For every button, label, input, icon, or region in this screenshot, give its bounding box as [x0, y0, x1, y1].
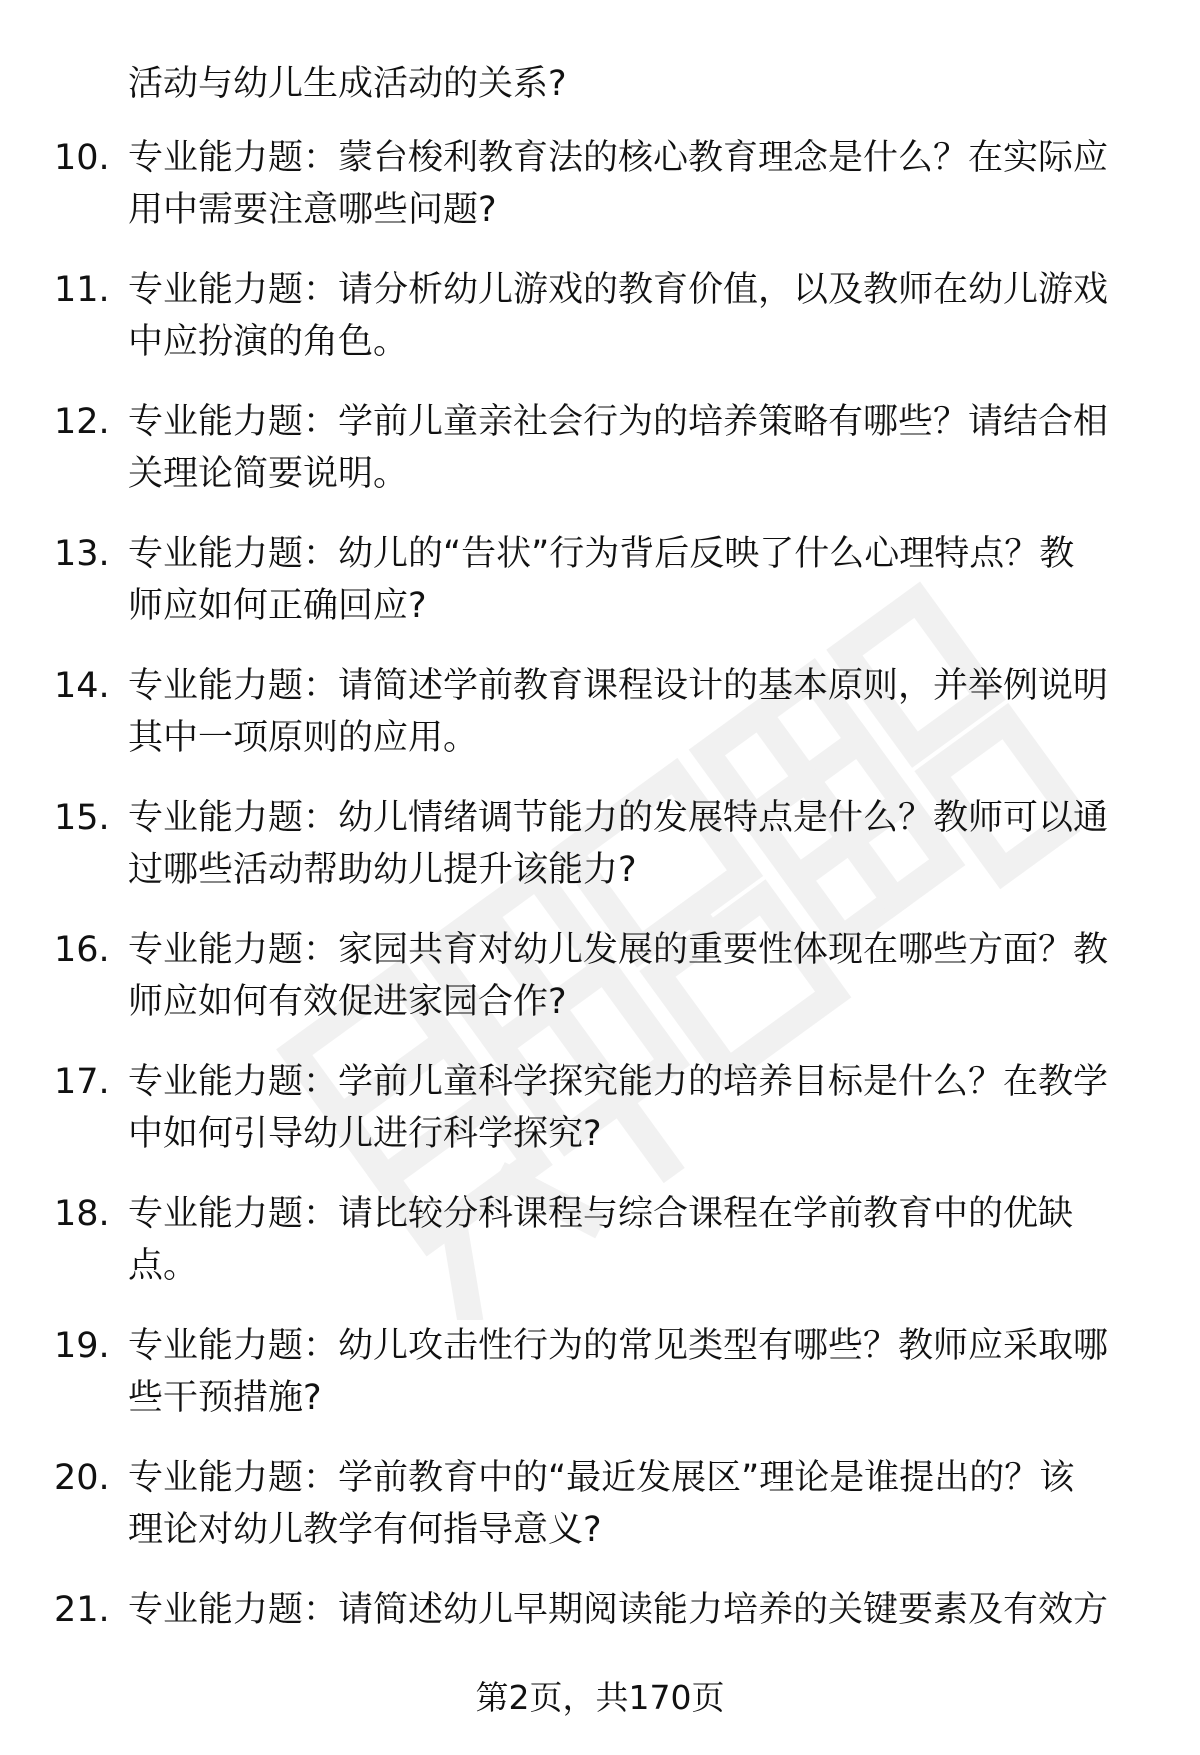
list-item — [0, 792, 1200, 902]
item-text: 专业能力题：学前教育中的“最近发展区”理论是谁提出的？该 理论对幼儿教学有何指导意义? — [128, 1458, 1075, 1550]
list-item — [0, 396, 1200, 506]
item-number: 12. — [54, 402, 110, 442]
item-number: 18. — [54, 1194, 110, 1234]
list-item — [0, 1056, 1200, 1166]
page-footer: 第2页，共170页 — [475, 1678, 725, 1717]
item-text: 专业能力题：请简述幼儿早期阅读能力培养的关键要素及有效方 — [128, 1590, 1109, 1630]
item-number: 14. — [54, 666, 110, 706]
list-item — [0, 660, 1200, 770]
item-text: 专业能力题：幼儿的“告状”行为背后反映了什么心理特点？教 师应如何正确回应? — [128, 534, 1075, 626]
list-item — [0, 1584, 1200, 1640]
list-item — [0, 264, 1200, 374]
item-text: 专业能力题：幼儿攻击性行为的常见类型有哪些？教师应采取哪 些干预措施? — [128, 1326, 1109, 1418]
list-item — [0, 924, 1200, 1034]
item-text: 专业能力题：蒙台梭利教育法的核心教育理念是什么？在实际应 用中需要注意哪些问题? — [128, 138, 1109, 230]
item-text: 专业能力题：请分析幼儿游戏的教育价值，以及教师在幼儿游戏 中应扮演的角色。 — [128, 270, 1109, 362]
list-item — [0, 528, 1200, 638]
item-text: 专业能力题：请简述学前教育课程设计的基本原则，并举例说明 其中一项原则的应用。 — [128, 666, 1109, 758]
list-item — [0, 1452, 1200, 1562]
list-item — [0, 132, 1200, 242]
item-text: 专业能力题：学前儿童亲社会行为的培养策略有哪些？请结合相 关理论简要说明。 — [128, 402, 1109, 494]
item-text: 专业能力题：家园共育对幼儿发展的重要性体现在哪些方面？教 师应如何有效促进家园合作? — [128, 930, 1109, 1022]
item-text: 专业能力题：幼儿情绪调节能力的发展特点是什么？教师可以通 过哪些活动帮助幼儿提升该能力? — [128, 798, 1109, 890]
item-number: 10. — [54, 138, 110, 178]
item-number: 13. — [54, 534, 110, 574]
list-item — [0, 1188, 1200, 1298]
item-number: 11. — [54, 270, 110, 310]
continuation-line: 活动与幼儿生成活动的关系? — [128, 64, 567, 104]
item-number: 17. — [54, 1062, 110, 1102]
item-number: 20. — [54, 1458, 110, 1498]
item-text: 专业能力题：请比较分科课程与综合课程在学前教育中的优缺 点。 — [128, 1194, 1074, 1286]
item-number: 21. — [54, 1590, 110, 1630]
item-number: 15. — [54, 798, 110, 838]
list-item — [0, 1320, 1200, 1430]
item-number: 19. — [54, 1326, 110, 1366]
item-text: 专业能力题：学前儿童科学探究能力的培养目标是什么？在教学 中如何引导幼儿进行科学探究? — [128, 1062, 1109, 1154]
item-number: 16. — [54, 930, 110, 970]
